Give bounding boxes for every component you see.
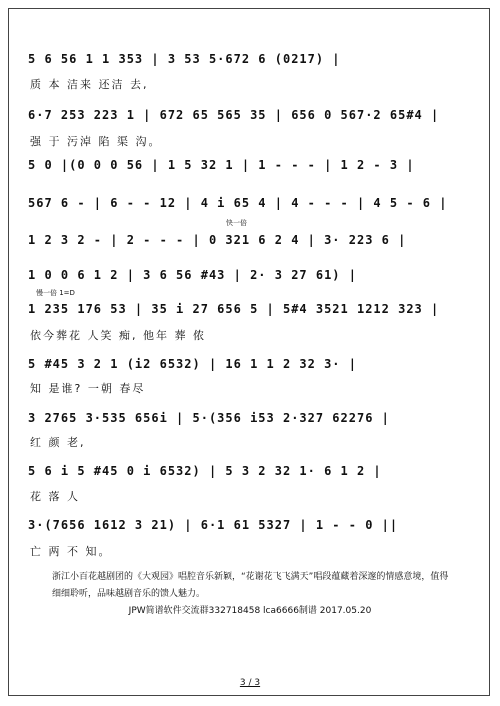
description-note: 浙江小百花越剧团的《大观园》唱腔音乐新颖，“花谢花飞飞满天”唱段蕴藏着深邃的情感意境，值得细细聆听，品味越剧音乐的馈人魅力。 xyxy=(52,572,449,599)
slow-down-mark: 慢一倍 1=D xyxy=(36,289,75,297)
lyric-line-11: 亡 两 不 知。 xyxy=(30,545,112,558)
lyric-line-7: 依今葬花 人笑 痴, 他年 葬 侬 xyxy=(30,329,206,342)
lyric-line-2: 强 于 污淖 陷 渠 沟。 xyxy=(30,135,162,148)
music-line-5: 1 2 3 2 - | 2 - - - | 0 321 6 2 4 | 3· 223 6 | xyxy=(28,233,407,247)
credit-line: JPW简谱软件交流群332718458 lca6666制谱 2017.05.20 xyxy=(128,606,372,616)
music-line-10: 5 6 i 5 #45 0 i 6532) | 5 3 2 32 1· 6 1 2 | xyxy=(28,464,382,478)
page-number: 3 / 3 xyxy=(239,678,261,688)
music-line-7: 1 235 176 53 | 35 i 27 656 5 | 5#4 3521 1212 323 | xyxy=(28,302,440,316)
speed-up-mark: 快一倍 xyxy=(226,219,247,227)
music-line-1: 5 6 56 1 1 353 | 3 53 5·672 6 (0217) | xyxy=(28,52,341,66)
lyric-line-8: 知 是谁? 一朝 春尽 xyxy=(30,382,146,395)
music-line-4: 567 6 - | 6 - - 12 | 4 i 65 4 | 4 - - - | 4 5 - 6 | xyxy=(28,196,448,210)
lyric-line-1: 质 本 洁来 还洁 去, xyxy=(30,78,149,91)
music-line-6: 1 0 0 6 1 2 | 3 6 56 #43 | 2· 3 27 61) | xyxy=(28,268,357,282)
lyric-line-9: 红 颜 老, xyxy=(30,436,86,449)
music-line-2: 6·7 253 223 1 | 672 65 565 35 | 656 0 567·2 65#4 | xyxy=(28,108,440,122)
lyric-line-10: 花 落 人 xyxy=(30,490,80,503)
music-line-8: 5 #45 3 2 1 (i2 6532) | 16 1 1 2 32 3· | xyxy=(28,357,357,371)
music-line-3: 5 0 |(0 0 0 56 | 1 5 32 1 | 1 - - - | 1 2 - 3 | xyxy=(28,158,415,172)
music-line-11: 3·(7656 1612 3 21) | 6·1 61 5327 | 1 - - 0 || xyxy=(28,518,399,532)
music-line-9: 3 2765 3·535 656i | 5·(356 i53 2·327 62276 | xyxy=(28,411,390,425)
